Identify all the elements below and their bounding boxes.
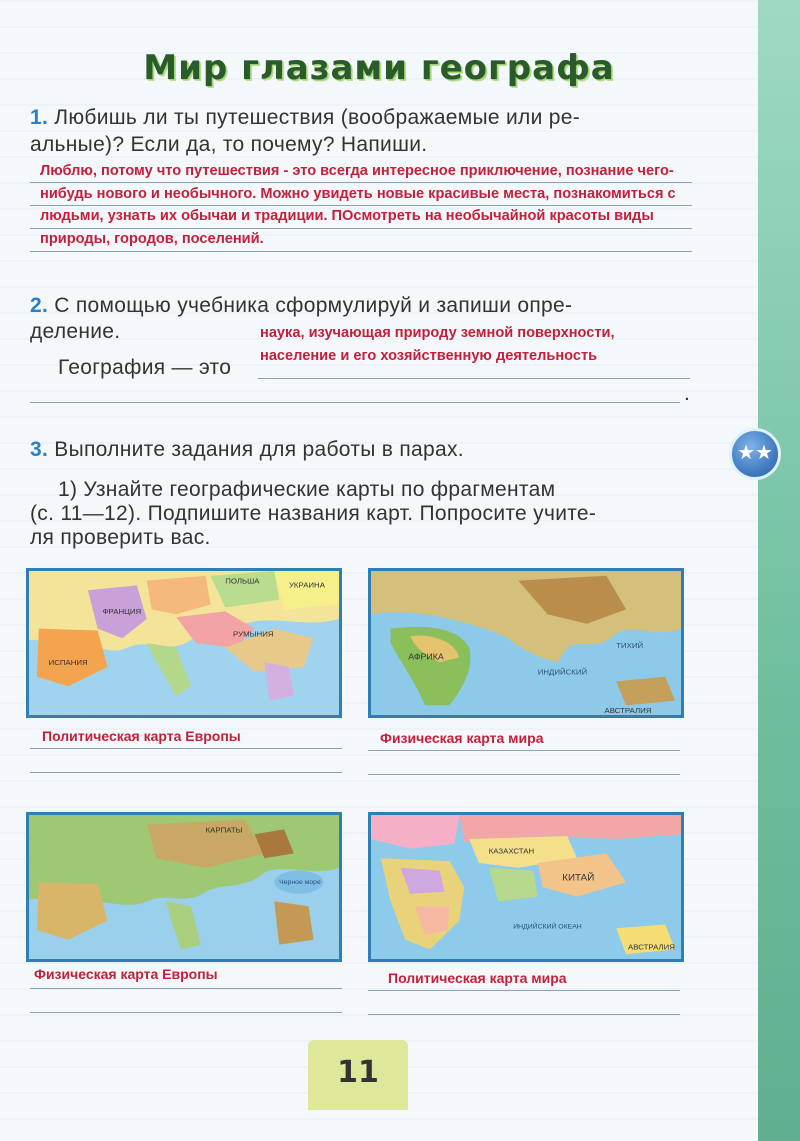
task1-line2: альные)? Если да, то почему? Напиши. (30, 133, 428, 156)
task3-line1: Выполните задания для работы в парах. (54, 438, 464, 461)
task2-line1: С помощью учебника сформулируй и запиши опре- (54, 294, 573, 317)
map-label: КАРПАТЫ (205, 825, 243, 835)
task1-question (30, 104, 730, 131)
map-label: ИСПАНИЯ (48, 658, 88, 668)
task2-question (30, 292, 730, 319)
page-number: 11 (337, 1055, 379, 1090)
task3-number: 3. (30, 438, 49, 461)
map-label: ПОЛЬША (225, 576, 260, 586)
map-caption-4: Политическая карта мира (388, 970, 567, 986)
answer-line (368, 990, 680, 991)
answer-line (30, 251, 692, 252)
map-fragment-physical-europe (26, 812, 342, 962)
task3-sub3: ля проверить вас. (30, 526, 211, 549)
task1-answer-line: нибудь нового и необычного. Можно увидеть новые красивые места, познакомиться с (40, 185, 676, 202)
physical-world-map-image (371, 571, 681, 715)
task3-sub1: 1) Узнайте географические карты по фрагментам (58, 478, 556, 501)
political-world-map-image (371, 815, 681, 959)
map-label: РУМЫНИЯ (233, 629, 274, 639)
answer-line (30, 1012, 342, 1013)
task2-answer-line: население и его хозяйственную деятельность (260, 347, 598, 364)
pair-work-stars-icon: ★★ (729, 428, 781, 480)
answer-line (368, 750, 680, 751)
task2-answer-line: наука, изучающая природу земной поверхности, (260, 325, 615, 341)
task1-answer[interactable] (40, 160, 730, 250)
answer-line (30, 748, 342, 749)
answer-line (258, 378, 690, 379)
page-title: Мир глазами географа (143, 48, 615, 88)
map-fragment-political-world (368, 812, 684, 962)
answer-line (30, 988, 342, 989)
answer-line (30, 402, 680, 403)
task2-line2: деление. (30, 320, 121, 343)
map-label: АВСТРАЛИЯ (604, 706, 652, 715)
task2-prefix: География — это (58, 356, 232, 379)
task2-end-dot: . (684, 382, 691, 405)
map-label: УКРАИНА (288, 580, 325, 590)
map-label: Черное море (279, 879, 321, 887)
map-fragment-physical-world (368, 568, 684, 718)
task3-question (30, 436, 730, 463)
physical-europe-map-image (29, 815, 339, 959)
task1-number: 1. (30, 106, 49, 129)
page-edge-decoration (758, 0, 800, 1141)
map-label: ИНДИЙСКИЙ (537, 667, 588, 677)
answer-line (30, 772, 342, 773)
task1-line1: Любишь ли ты путешествия (воображаемые или ре- (54, 106, 581, 129)
map-label: КАЗАХСТАН (488, 846, 535, 856)
map-caption-3: Физическая карта Европы (34, 966, 218, 982)
map-caption-2: Физическая карта мира (380, 730, 544, 746)
map-label: АФРИКА (408, 651, 444, 662)
task1-answer-line: людьми, узнать их обычаи и традиции. ПОсмотреть на необычайной красоты виды (40, 208, 654, 224)
map-label: ИНДИЙСКИЙ ОКЕАН (513, 923, 582, 931)
map-fragment-political-europe (26, 568, 342, 718)
map-caption-1: Политическая карта Европы (42, 728, 241, 744)
map-label: АВСТРАЛИЯ (628, 942, 675, 952)
task2-answer[interactable] (260, 322, 700, 367)
task1-answer-line: Люблю, потому что путешествия - это всегда интересное приключение, познание чего- (40, 163, 674, 179)
map-label: ФРАНЦИЯ (102, 607, 142, 617)
task1-answer-line: природы, городов, поселений. (40, 230, 264, 247)
map-label: ТИХИЙ (616, 640, 644, 650)
map-label: КИТАЙ (562, 872, 595, 884)
task3-sub2: (с. 11—12). Подпишите названия карт. Попросите учите- (30, 502, 597, 525)
answer-line (368, 1014, 680, 1015)
task2-number: 2. (30, 294, 49, 317)
answer-line (368, 774, 680, 775)
political-europe-map-image (29, 571, 339, 715)
